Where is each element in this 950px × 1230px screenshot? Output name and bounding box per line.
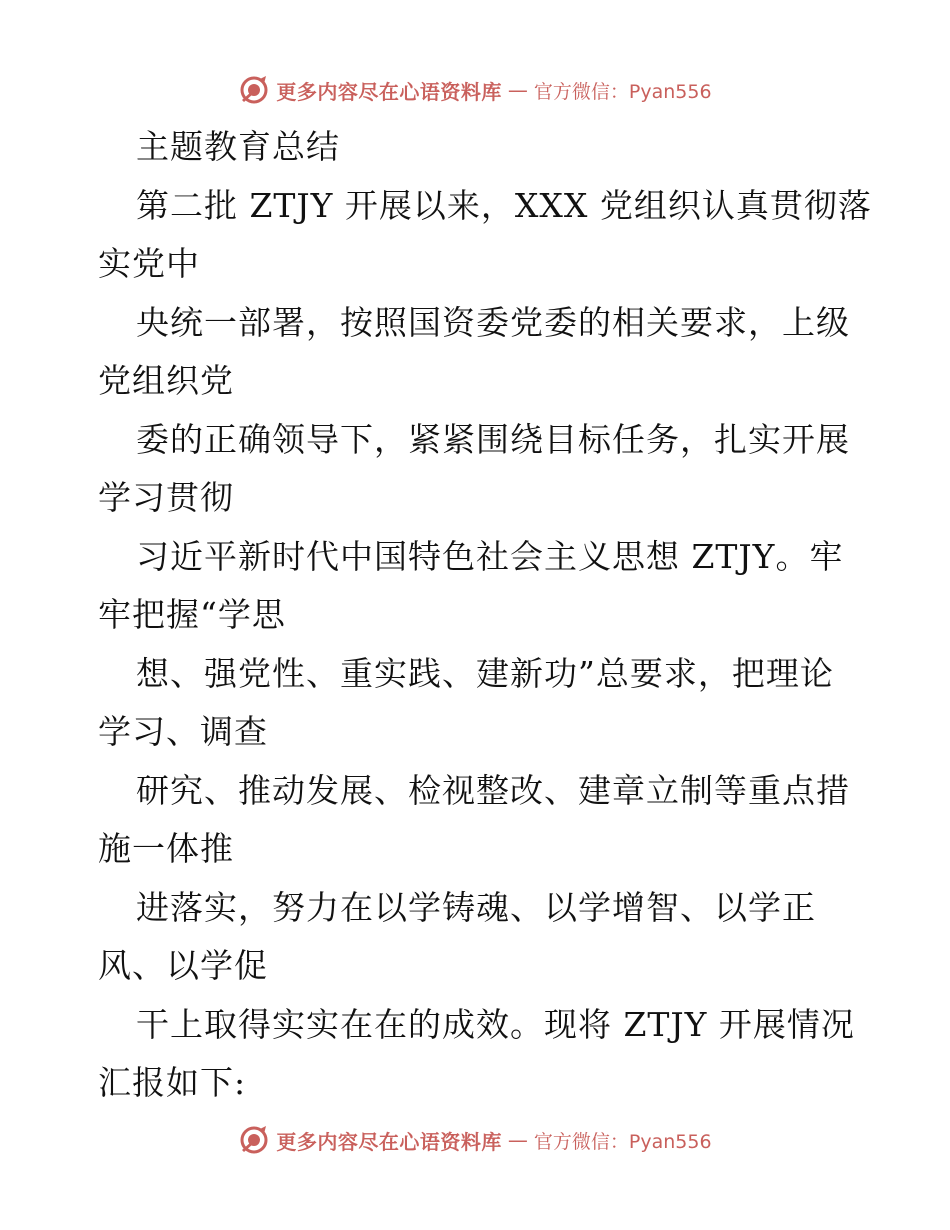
document-title: 主题教育总结: [136, 127, 340, 166]
paragraph-line: 学习、调查: [98, 712, 268, 751]
header-watermark-inner: [238, 74, 711, 106]
header-watermark: [0, 70, 950, 110]
paragraph-line: 牢把握“学思: [98, 595, 286, 634]
pen-logo-icon: [238, 74, 270, 106]
watermark-site-text: 更多内容尽在心语资料库: [276, 79, 502, 104]
paragraph-line: 施一体推: [98, 829, 234, 868]
paragraph-line: 习近平新时代中国特色社会主义思想 ZTJY。牢: [136, 536, 844, 576]
footer-watermark-inner: [238, 1124, 711, 1156]
watermark-site-text: 更多内容尽在心语资料库: [276, 1129, 502, 1154]
paragraph-line: 风、以学促: [98, 946, 268, 985]
footer-watermark: [0, 1120, 950, 1160]
paragraph-line: 干上取得实实在在的成效。现将 ZTJY 开展情况: [136, 1004, 855, 1044]
paragraph-line: 想、强党性、重实践、建新功”总要求，把理论: [136, 653, 834, 693]
paragraph-line: 党组织党: [98, 361, 234, 400]
paragraph-line: 实党中: [98, 244, 200, 283]
paragraph-line: 汇报如下:: [98, 1063, 247, 1102]
watermark-wechat-text: 官方微信：Pyan556: [533, 80, 712, 103]
watermark-wechat-text: 官方微信：Pyan556: [533, 1130, 712, 1153]
paragraph-line: 委的正确领导下，紧紧围绕目标任务，扎实开展: [136, 419, 850, 459]
paragraph-line: 央统一部署，按照国资委党委的相关要求，上级: [136, 302, 850, 342]
pen-logo-icon: [238, 1124, 270, 1156]
paragraph-line: 学习贯彻: [98, 478, 234, 517]
paragraph-line: 研究、推动发展、检视整改、建章立制等重点措: [136, 770, 850, 810]
paragraph-line: 进落实，努力在以学铸魂、以学增智、以学正: [136, 887, 816, 927]
paragraph-line: 第二批 ZTJY 开展以来，XXX 党组织认真贯彻落: [136, 185, 872, 225]
document-body: [98, 118, 872, 1113]
watermark-dash: —: [507, 1128, 528, 1152]
watermark-dash: —: [507, 78, 528, 102]
